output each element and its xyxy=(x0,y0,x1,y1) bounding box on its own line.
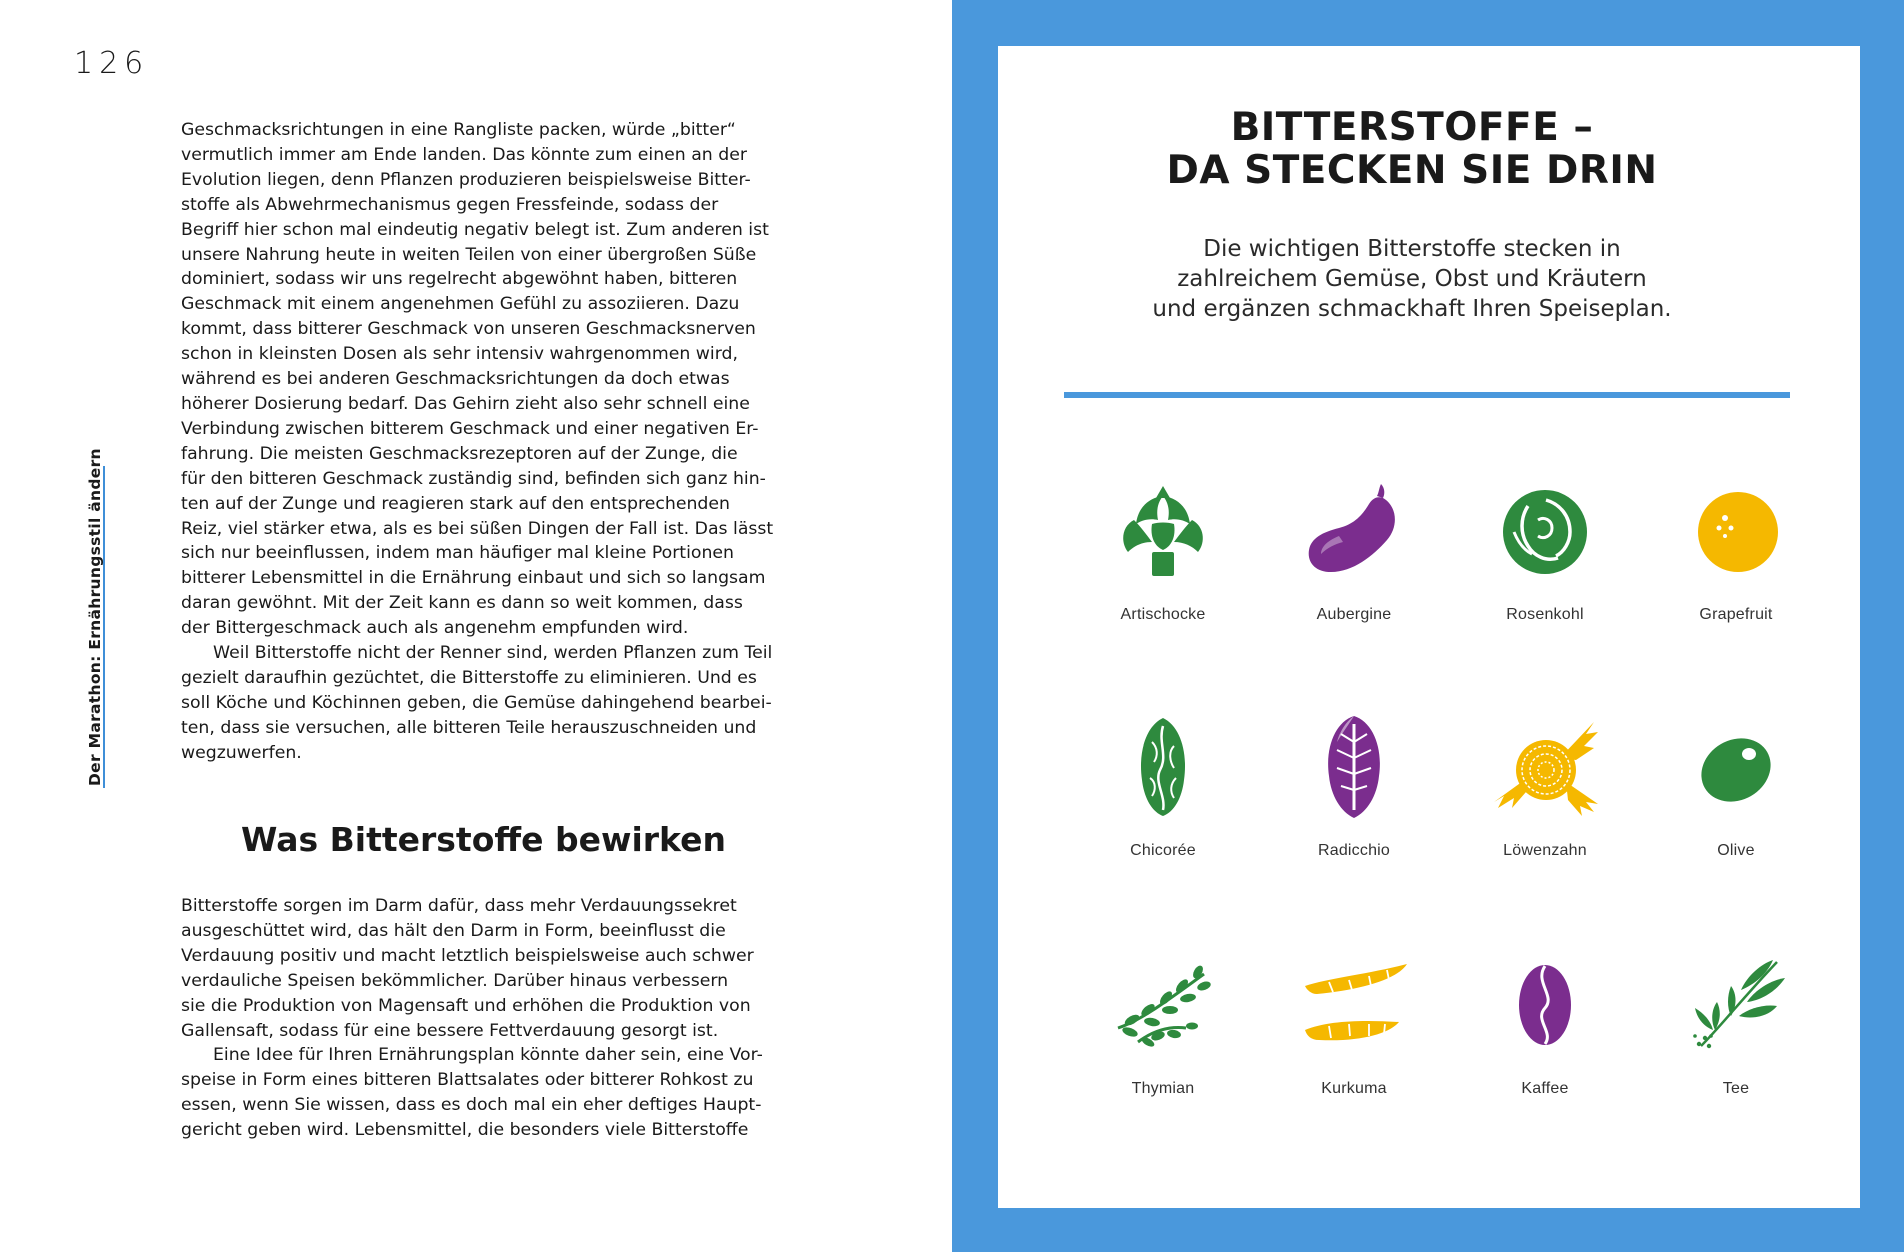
card-intro-line: zahlreichem Gemüse, Obst und Kräutern xyxy=(1177,266,1647,292)
text-line: vermutlich immer am Ende landen. Das könnte zum einen an der xyxy=(181,144,747,165)
text-line: wegzuwerfen. xyxy=(181,742,302,763)
text-line: kommt, dass bitterer Geschmack von unseren Geschmacksnerven xyxy=(181,319,756,340)
text-line: Verbindung zwischen bitterem Geschmack und einer negativen Er- xyxy=(181,418,759,439)
text-line: ten auf der Zunge und reagieren stark auf den entsprechenden xyxy=(181,493,730,514)
paragraph-2 xyxy=(181,641,801,766)
text-line: stoffe als Abwehrmechanismus gegen Fressfeinde, sodass der xyxy=(181,194,719,215)
text-line: Geschmack mit einem angenehmen Gefühl zu assoziieren. Dazu xyxy=(181,294,740,315)
text-line: fahrung. Die meisten Geschmacksrezeptoren auf der Zunge, die xyxy=(181,443,738,464)
text-line: Begriff hier schon mal eindeutig negativ belegt ist. Zum anderen ist xyxy=(181,219,769,240)
item-aubergine xyxy=(1274,476,1434,624)
thyme-icon xyxy=(1108,950,1218,1060)
card-title-line: BITTERSTOFFE – xyxy=(1230,105,1594,150)
text-line: gericht geben wird. Lebensmittel, die besonders viele Bitterstoffe xyxy=(181,1120,749,1141)
item-label: Chicorée xyxy=(1130,842,1196,859)
text-line: schon in kleinsten Dosen als sehr intensiv wahrgenommen wird, xyxy=(181,344,738,365)
coffee-bean-icon xyxy=(1490,950,1600,1060)
card-title-line: DA STECKEN SIE DRIN xyxy=(1166,148,1658,193)
paragraph-4 xyxy=(181,1043,801,1143)
chicory-icon xyxy=(1108,712,1218,822)
paragraph-3 xyxy=(181,894,801,1043)
paragraph-1 xyxy=(181,118,801,641)
text-line: Weil Bitterstoffe nicht der Renner sind, werden Pflanzen zum Teil xyxy=(213,643,773,664)
item-grapefruit xyxy=(1656,476,1816,624)
grapefruit-icon xyxy=(1681,476,1791,586)
section-label-text: Der Marathon: Ernährungsstil ändern xyxy=(86,448,104,786)
item-label: Kurkuma xyxy=(1321,1080,1387,1097)
card-title xyxy=(998,106,1826,192)
text-line: sie die Produktion von Magensaft und erhöhen die Produktion von xyxy=(181,995,751,1016)
brussels-sprout-icon xyxy=(1490,476,1600,586)
item-label: Thymian xyxy=(1131,1080,1195,1097)
text-line: Verdauung positiv und macht letztlich beispielsweise auch schwer xyxy=(181,945,754,966)
text-line: Eine Idee für Ihren Ernährungsplan könnte daher sein, eine Vor- xyxy=(213,1045,763,1066)
section-heading: Was Bitterstoffe bewirken xyxy=(241,820,726,859)
item-label: Aubergine xyxy=(1316,606,1392,623)
item-olive xyxy=(1656,712,1816,860)
body-text-top xyxy=(181,118,801,766)
tea-leaves-icon xyxy=(1681,950,1791,1060)
text-line: höherer Dosierung bedarf. Das Gehirn zieht also sehr schnell eine xyxy=(181,393,750,414)
item-chicoree xyxy=(1083,712,1243,860)
text-line: daran gewöhnt. Mit der Zeit kann es dann so weit kommen, dass xyxy=(181,593,743,614)
text-line: Gallensaft, sodass für eine bessere Fettverdauung gesorgt ist. xyxy=(181,1020,719,1041)
item-label: Kaffee xyxy=(1521,1080,1569,1097)
eggplant-icon xyxy=(1299,476,1409,586)
olive-icon xyxy=(1681,712,1791,822)
item-thymian xyxy=(1083,950,1243,1098)
text-line: der Bittergeschmack auch als angenehm empfunden wird. xyxy=(181,618,689,639)
item-rosenkohl xyxy=(1465,476,1625,624)
card-intro xyxy=(998,234,1826,324)
text-line: soll Köche und Köchinnen geben, die Gemüse dahingehend bearbei- xyxy=(181,692,772,713)
text-line: ausgeschüttet wird, das hält den Darm in Form, beeinflusst die xyxy=(181,920,726,941)
item-kurkuma xyxy=(1274,950,1434,1098)
text-line: Bitterstoffe sorgen im Darm dafür, dass mehr Verdauungssekret xyxy=(181,896,737,916)
body-text-bottom xyxy=(181,894,801,1143)
right-page xyxy=(952,0,1904,1252)
item-kaffee xyxy=(1465,950,1625,1098)
text-line: essen, wenn Sie wissen, dass es doch mal ein eher deftiges Haupt- xyxy=(181,1095,762,1116)
item-label: Radicchio xyxy=(1317,842,1391,859)
page-number: 126 xyxy=(74,46,150,81)
item-radicchio xyxy=(1274,712,1434,860)
text-line: speise in Form eines bitteren Blattsalates oder bitterer Rohkost zu xyxy=(181,1070,754,1091)
text-line: Reiz, viel stärker etwa, als es bei süßen Dingen der Fall ist. Das lässt xyxy=(181,518,774,539)
card-intro-line: Die wichtigen Bitterstoffe stecken in xyxy=(1203,236,1621,262)
text-line: für den bitteren Geschmack zuständig sind, befinden sich ganz hin- xyxy=(181,468,766,489)
text-line: unsere Nahrung heute in weiten Teilen von einer übergroßen Süße xyxy=(181,244,757,265)
card-intro-line: und ergänzen schmackhaft Ihren Speiseplan. xyxy=(1152,296,1672,322)
text-line: während es bei anderen Geschmacksrichtungen da doch etwas xyxy=(181,369,730,390)
info-card xyxy=(998,46,1860,1208)
item-label: Rosenkohl xyxy=(1506,606,1584,623)
item-label: Tee xyxy=(1722,1080,1750,1097)
divider xyxy=(1064,392,1790,398)
artichoke-icon xyxy=(1108,476,1218,586)
text-line: dominiert, sodass wir uns regelrecht abgewöhnt haben, bitteren xyxy=(181,269,738,290)
running-section-label xyxy=(86,448,106,788)
text-line: Geschmacksrichtungen in eine Rangliste packen, würde „bitter“ xyxy=(181,120,736,140)
item-label: Grapefruit xyxy=(1699,606,1773,623)
item-label: Löwenzahn xyxy=(1503,842,1587,859)
text-line: bitterer Lebensmittel in die Ernährung einbaut und sich so langsam xyxy=(181,568,766,589)
text-line: gezielt daraufhin gezüchtet, die Bitterstoffe zu eliminieren. Und es xyxy=(181,667,757,688)
item-label: Artischocke xyxy=(1120,606,1206,623)
item-loewenzahn xyxy=(1465,712,1625,860)
radicchio-icon xyxy=(1299,712,1409,822)
text-line: ten, dass sie versuchen, alle bitteren Teile herauszuschneiden und xyxy=(181,717,757,738)
turmeric-icon xyxy=(1299,950,1409,1060)
item-artischocke xyxy=(1083,476,1243,624)
item-tee xyxy=(1656,950,1816,1098)
item-label: Olive xyxy=(1717,842,1755,859)
text-line: sich nur beeinflussen, indem man häufiger mal kleine Portionen xyxy=(181,543,734,564)
dandelion-icon xyxy=(1490,712,1600,822)
text-line: verdauliche Speisen bekömmlicher. Darüber hinaus verbessern xyxy=(181,970,729,991)
text-line: Evolution liegen, denn Pflanzen produzieren beispielsweise Bitter- xyxy=(181,169,751,190)
